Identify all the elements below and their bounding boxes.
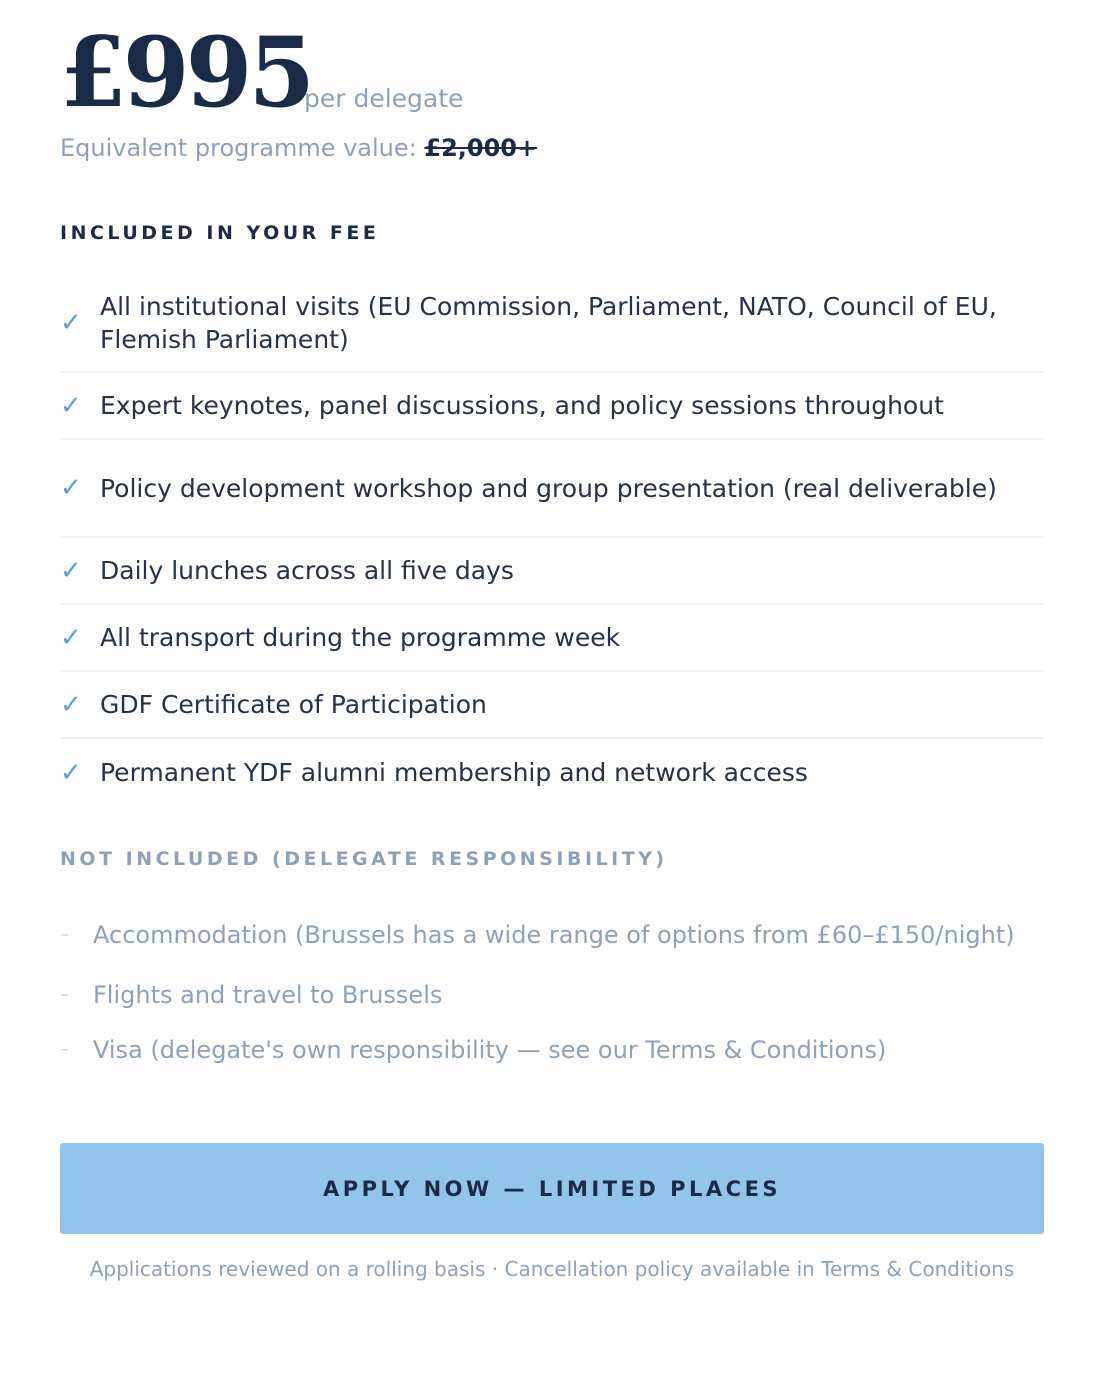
dash-icon: – xyxy=(60,984,69,1005)
check-icon: ✓ xyxy=(60,622,82,653)
dash-icon: – xyxy=(60,924,69,945)
included-list xyxy=(60,275,1044,806)
included-item-label: All institutional visits (EU Commission, Parliament, NATO, Council of EU, Flemish Parliament) xyxy=(100,292,997,354)
check-icon: ✓ xyxy=(60,689,82,720)
included-item xyxy=(60,739,1044,806)
included-item xyxy=(60,538,1044,605)
not-included-list xyxy=(60,902,1044,1088)
price-unit-label: per delegate xyxy=(304,84,464,113)
not-included-item xyxy=(60,902,1044,968)
not-included-item xyxy=(60,1033,1044,1067)
not-included-item-label: Accommodation (Brussels has a wide range of options from £60–£150/night) xyxy=(93,920,1015,949)
included-item xyxy=(60,605,1044,672)
included-item-label: GDF Certificate of Participation xyxy=(100,690,487,719)
footnote: Applications reviewed on a rolling basis · Cancellation policy available in Terms & Conditions xyxy=(89,1257,1015,1281)
check-icon: ✓ xyxy=(60,757,82,788)
equivalent-value-amount: £2,000+ xyxy=(424,134,538,162)
check-icon: ✓ xyxy=(60,390,82,421)
included-item-label: Policy development workshop and group presentation (real deliverable) xyxy=(100,473,997,503)
check-icon: ✓ xyxy=(60,555,82,586)
apply-now-button[interactable]: APPLY NOW — LIMITED PLACES xyxy=(60,1143,1044,1234)
included-item-label: Expert keynotes, panel discussions, and policy sessions throughout xyxy=(100,391,944,420)
equivalent-value-label: Equivalent programme value: xyxy=(60,134,417,162)
included-item xyxy=(60,275,1044,373)
not-included-item-label: Flights and travel to Brussels xyxy=(93,980,443,1009)
included-item xyxy=(60,440,1044,538)
not-included-heading: NOT INCLUDED (DELEGATE RESPONSIBILITY) xyxy=(60,848,668,870)
included-item xyxy=(60,672,1044,739)
equivalent-value-line xyxy=(60,133,537,163)
included-heading: INCLUDED IN YOUR FEE xyxy=(60,222,380,244)
dash-icon: – xyxy=(60,1039,69,1060)
not-included-item xyxy=(60,978,1044,1012)
price-amount: £995 xyxy=(60,16,312,129)
check-icon: ✓ xyxy=(60,308,82,338)
not-included-item-label: Visa (delegate's own responsibility — see our Terms & Conditions) xyxy=(93,1035,887,1064)
included-item-label: All transport during the programme week xyxy=(100,623,621,652)
check-icon: ✓ xyxy=(60,473,82,503)
included-item xyxy=(60,373,1044,440)
price-row xyxy=(60,18,1044,128)
included-item-label: Permanent YDF alumni membership and network access xyxy=(100,758,808,787)
included-item-label: Daily lunches across all five days xyxy=(100,556,514,585)
